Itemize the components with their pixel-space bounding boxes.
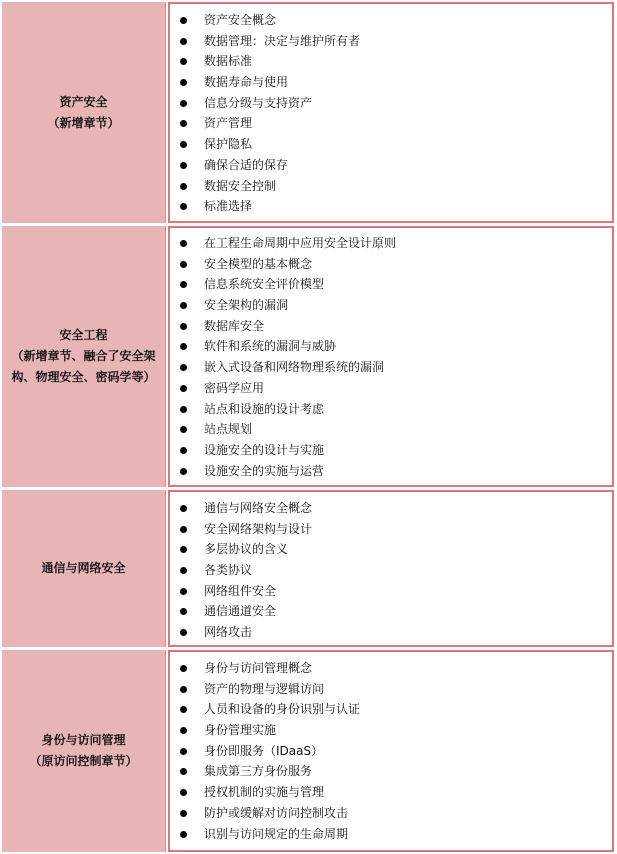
list-item: 识别与访问规定的生命周期 bbox=[170, 824, 612, 845]
list-item: 身份与访问管理概念 bbox=[170, 658, 612, 679]
list-item: 通信通道安全 bbox=[170, 601, 612, 622]
list-item: 在工程生命周期中应用安全设计原则 bbox=[170, 233, 612, 254]
list-item: 网络组件安全 bbox=[170, 581, 612, 602]
section-title-cell bbox=[2, 650, 166, 852]
list-item: 网络攻击 bbox=[170, 622, 612, 643]
list-item: 防护或缓解对访问控制攻击 bbox=[170, 803, 612, 824]
list-item: 各类协议 bbox=[170, 560, 612, 581]
chapter-table bbox=[2, 2, 614, 852]
list-item: 身份即服务（IDaaS） bbox=[170, 741, 612, 762]
item-list bbox=[170, 233, 612, 481]
list-item: 身份管理实施 bbox=[170, 720, 612, 741]
section-title-cell bbox=[2, 2, 166, 223]
list-item: 通信与网络安全概念 bbox=[170, 498, 612, 519]
section-title-line: 安全工程 bbox=[59, 328, 108, 342]
list-item: 数据标准 bbox=[170, 51, 612, 72]
section-title-line: （新增章节、融合了安全架 bbox=[11, 349, 156, 363]
list-item: 资产的物理与逻辑访问 bbox=[170, 679, 612, 700]
list-item: 数据安全控制 bbox=[170, 176, 612, 197]
section-title-cell bbox=[2, 490, 166, 647]
list-item: 软件和系统的漏洞与威胁 bbox=[170, 336, 612, 357]
list-item: 安全模型的基本概念 bbox=[170, 254, 612, 275]
list-item: 标准选择 bbox=[170, 196, 612, 217]
list-item: 设施安全的实施与运营 bbox=[170, 461, 612, 482]
list-item: 站点和设施的设计考虑 bbox=[170, 399, 612, 420]
section-items-cell bbox=[168, 226, 614, 487]
section-title-line: 通信与网络安全 bbox=[41, 561, 126, 575]
section-security-engineering bbox=[2, 226, 614, 487]
list-item: 集成第三方身份服务 bbox=[170, 761, 612, 782]
item-list bbox=[170, 10, 612, 217]
list-item: 数据库安全 bbox=[170, 316, 612, 337]
list-item: 资产安全概念 bbox=[170, 10, 612, 31]
list-item: 多层协议的含义 bbox=[170, 539, 612, 560]
list-item: 人员和设备的身份识别与认证 bbox=[170, 699, 612, 720]
item-list bbox=[170, 658, 612, 844]
section-title-line: （新增章节） bbox=[47, 115, 120, 130]
list-item: 确保合适的保存 bbox=[170, 155, 612, 176]
section-asset-security bbox=[2, 2, 614, 223]
list-item: 资产管理 bbox=[170, 113, 612, 134]
item-list bbox=[170, 498, 612, 643]
list-item: 授权机制的实施与管理 bbox=[170, 782, 612, 803]
section-title-line: 身份与访问管理 bbox=[41, 733, 126, 747]
list-item: 站点规划 bbox=[170, 419, 612, 440]
list-item: 数据管理：决定与维护所有者 bbox=[170, 31, 612, 52]
list-item: 嵌入式设备和网络物理系统的漏洞 bbox=[170, 357, 612, 378]
list-item: 安全架构的漏洞 bbox=[170, 295, 612, 316]
section-title-cell bbox=[2, 226, 166, 487]
list-item: 信息分级与支持资产 bbox=[170, 93, 612, 114]
list-item: 保护隐私 bbox=[170, 134, 612, 155]
list-item: 密码学应用 bbox=[170, 378, 612, 399]
section-items-cell bbox=[168, 2, 614, 223]
section-network-security bbox=[2, 490, 614, 647]
section-title-line: 构、物理安全、密码学等） bbox=[11, 370, 156, 384]
list-item: 数据寿命与使用 bbox=[170, 72, 612, 93]
section-title-line: 资产安全 bbox=[59, 94, 108, 109]
list-item: 信息系统安全评价模型 bbox=[170, 274, 612, 295]
section-items-cell bbox=[168, 650, 614, 852]
section-identity-access bbox=[2, 650, 614, 852]
section-title-line: （原访问控制章节） bbox=[29, 754, 138, 768]
list-item: 安全网络架构与设计 bbox=[170, 519, 612, 540]
section-items-cell bbox=[168, 490, 614, 647]
list-item: 设施安全的设计与实施 bbox=[170, 440, 612, 461]
